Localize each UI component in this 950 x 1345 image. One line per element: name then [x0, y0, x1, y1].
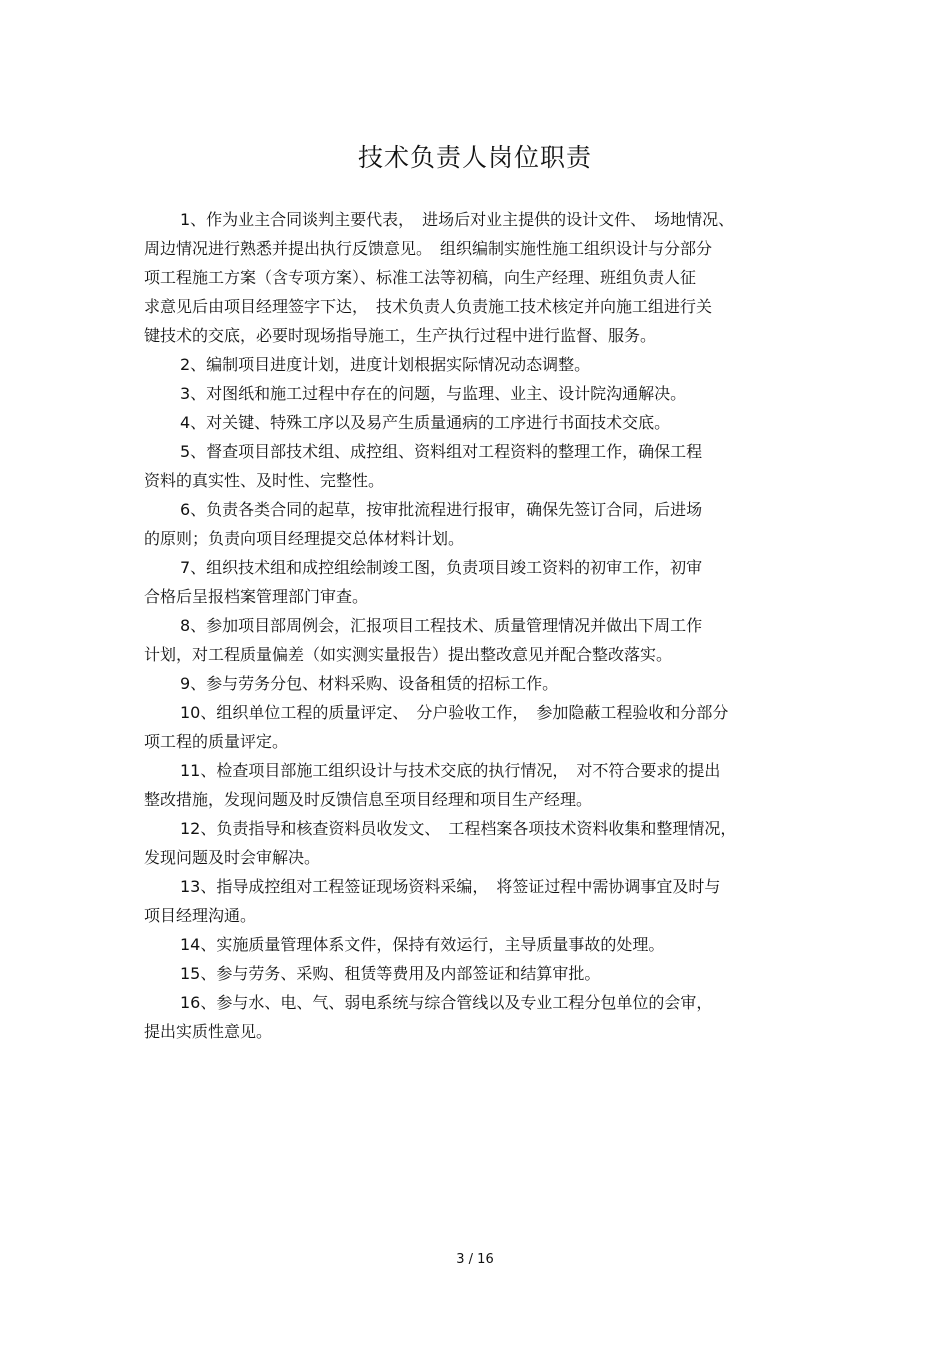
paragraph-13-line-2: 项目经理沟通。 [144, 906, 257, 925]
document-title: 技术负责人岗位职责 [357, 143, 592, 172]
paragraph-6-line-1: 6、负责各类合同的起草，按审批流程进行报审，确保先签订合同，后进场 [180, 500, 703, 519]
paragraph-7-line-1: 7、组织技术组和成控组绘制竣工图，负责项目竣工资料的初审工作，初审 [180, 558, 703, 577]
paragraph-12-line-1: 12、负责指导和核查资料员收发文、 工程档案各项技术资料收集和整理情况， [180, 819, 737, 838]
paragraph-5-line-1: 5、督查项目部技术组、成控组、资料组对工程资料的整理工作，确保工程 [180, 442, 703, 461]
paragraph-1-line-4: 求意见后由项目经理签字下达， 技术负责人负责施工技术核定并向施工组进行关 [144, 297, 713, 316]
paragraph-11-line-2: 整改措施，发现问题及时反馈信息至项目经理和项目生产经理。 [144, 790, 593, 809]
paragraph-9-line-1: 9、参与劳务分包、材料采购、设备租赁的招标工作。 [180, 674, 559, 693]
paragraph-16-line-2: 提出实质性意见。 [144, 1022, 273, 1041]
paragraph-11-line-1: 11、检查项目部施工组织设计与技术交底的执行情况， 对不符合要求的提出 [180, 761, 721, 780]
paragraph-4-line-1: 4、对关键、特殊工序以及易产生质量通病的工序进行书面技术交底。 [180, 413, 671, 432]
paragraph-1-line-1: 1、作为业主合同谈判主要代表， 进场后对业主提供的设计文件、 场地情况、 [180, 210, 735, 229]
page-number: 3 / 16 [456, 1252, 494, 1267]
paragraph-14-line-1: 14、实施质量管理体系文件，保持有效运行，主导质量事故的处理。 [180, 935, 665, 954]
paragraph-5-line-2: 资料的真实性、及时性、完整性。 [144, 471, 385, 490]
paragraph-12-line-2: 发现问题及时会审解决。 [144, 848, 321, 867]
paragraph-16-line-1: 16、参与水、电、气、弱电系统与综合管线以及专业工程分包单位的会审， [180, 993, 713, 1012]
document-body [144, 205, 814, 1046]
paragraph-1-line-5: 键技术的交底，必要时现场指导施工，生产执行过程中进行监督、服务。 [144, 326, 657, 345]
paragraph-13-line-1: 13、指导成控组对工程签证现场资料采编， 将签证过程中需协调事宜及时与 [180, 877, 721, 896]
paragraph-10-line-2: 项工程的质量评定。 [144, 732, 289, 751]
paragraph-7-line-2: 合格后呈报档案管理部门审查。 [144, 587, 369, 606]
paragraph-10-line-1: 10、组织单位工程的质量评定、 分户验收工作， 参加隐蔽工程验收和分部分 [180, 703, 729, 722]
paragraph-1-line-3: 项工程施工方案（含专项方案）、标准工法等初稿，向生产经理、班组负责人征 [144, 268, 697, 287]
paragraph-1-line-2: 周边情况进行熟悉并提出执行反馈意见。 组织编制实施性施工组织设计与分部分 [144, 239, 713, 258]
paragraph-15-line-1: 15、参与劳务、采购、租赁等费用及内部签证和结算审批。 [180, 964, 601, 983]
paragraph-3-line-1: 3、对图纸和施工过程中存在的问题，与监理、业主、设计院沟通解决。 [180, 384, 687, 403]
paragraph-8-line-1: 8、参加项目部周例会，汇报项目工程技术、质量管理情况并做出下周工作 [180, 616, 703, 635]
paragraph-6-line-2: 的原则；负责向项目经理提交总体材料计划。 [144, 529, 465, 548]
paragraph-8-line-2: 计划，对工程质量偏差（如实测实量报告）提出整改意见并配合整改落实。 [144, 645, 673, 664]
paragraph-2-line-1: 2、编制项目进度计划，进度计划根据实际情况动态调整。 [180, 355, 591, 374]
